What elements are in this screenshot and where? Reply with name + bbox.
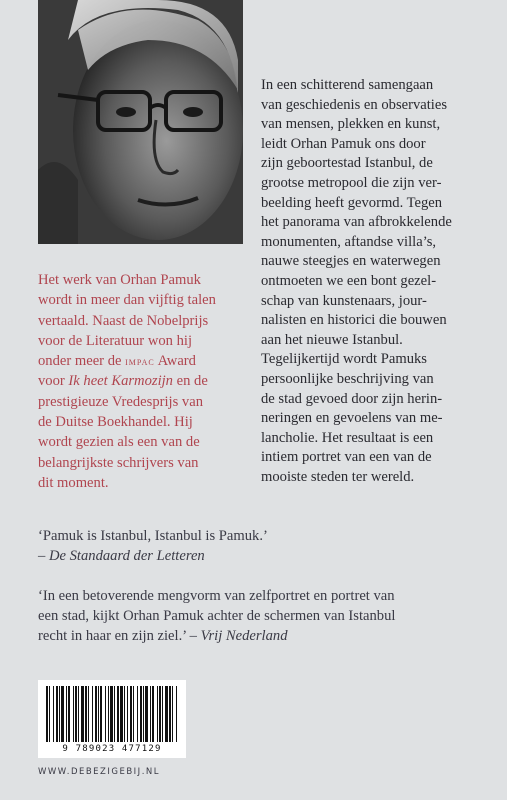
barcode-bar <box>75 686 77 742</box>
barcode-bar <box>157 686 158 742</box>
bio-line: belangrijkste schrijvers van <box>38 454 199 471</box>
barcode-bar <box>143 686 144 742</box>
barcode-bar <box>46 686 48 742</box>
barcode-bar <box>73 686 74 742</box>
barcode-bar <box>68 686 70 742</box>
description-line: zijn geboortestad Istanbul, de <box>261 155 433 172</box>
description-line: neringen en gevoelens van me- <box>261 410 443 427</box>
review-quote-1 <box>38 526 458 566</box>
quote-text <box>38 626 468 646</box>
quote-source: Vrij Nederland <box>200 628 288 644</box>
barcode-bar <box>110 686 113 742</box>
bio-text: voor <box>38 373 69 390</box>
quote-text: ‘In een betoverende mengvorm van zelfportret en portret van <box>38 588 395 604</box>
barcode-bar <box>130 686 132 742</box>
barcode-bar <box>100 686 102 742</box>
barcode-bar <box>66 686 67 742</box>
bio-line: dit moment. <box>38 474 109 491</box>
description-line: leidt Orhan Pamuk ons door <box>261 135 426 152</box>
description-line: nalisten en historici die bouwen <box>261 312 447 329</box>
bio-line: voor de Literatuur won hij <box>38 332 193 349</box>
barcode-bar <box>105 686 106 742</box>
quote-text: ‘Pamuk is Istanbul, Istanbul is Pamuk.’ <box>38 528 268 544</box>
barcode-bar <box>162 686 163 742</box>
barcode-bar <box>165 686 168 742</box>
barcode-bar <box>169 686 171 742</box>
barcode-bar <box>53 686 54 742</box>
barcode-bar <box>78 686 79 742</box>
barcode-bar <box>117 686 119 742</box>
description-line: aan het nieuwe Istanbul. <box>261 331 403 348</box>
description-line: lancholie. Het resultaat is een <box>261 429 434 446</box>
description-line: het panorama van afbrokkelende <box>261 214 452 231</box>
description-line: van mensen, plekken en kunst, <box>261 116 441 133</box>
description-line: Tegelijkertijd wordt Pamuks <box>261 351 427 368</box>
barcode-bar <box>85 686 87 742</box>
bio-line <box>38 371 248 391</box>
quote-text-tail: recht in haar en zijn ziel.’ – <box>38 628 201 644</box>
barcode-bar <box>49 686 50 742</box>
barcode-bar <box>172 686 173 742</box>
book-title: Ik heet Karmozijn <box>68 373 173 390</box>
barcode-bar <box>92 686 93 742</box>
bio-line: wordt in meer dan vijftig talen <box>38 292 216 309</box>
description-line: van geschiedenis en observaties <box>261 96 448 113</box>
barcode-bar <box>159 686 161 742</box>
description-text <box>261 76 483 487</box>
description-line: nauwe steegjes en waterwegen <box>261 253 441 270</box>
quote-text: een stad, kijkt Orhan Pamuk achter de schermen van Istanbul <box>38 608 396 624</box>
barcode-bar <box>81 686 84 742</box>
barcode-bars <box>44 686 180 742</box>
description-line: grootse metropool die zijn ver- <box>261 174 442 191</box>
barcode-bar <box>152 686 154 742</box>
barcode-bar <box>150 686 151 742</box>
barcode-bar <box>56 686 58 742</box>
barcode-bar <box>176 686 177 742</box>
publisher-website: WWW.DEBEZIGEBIJ.NL <box>38 767 160 777</box>
barcode-bar <box>108 686 109 742</box>
bio-text: Award <box>154 353 196 370</box>
barcode-bar <box>120 686 123 742</box>
bio-line: wordt gezien als een van de <box>38 434 200 451</box>
bio-text: en de <box>172 373 208 390</box>
barcode-bar <box>59 686 60 742</box>
author-photo <box>38 0 243 244</box>
description-line: schap van kunstenaars, jour- <box>261 292 427 309</box>
barcode-bar <box>145 686 148 742</box>
bio-line: Het werk van Orhan Pamuk <box>38 272 201 288</box>
description-line: de stad gevoed door zijn herin- <box>261 390 443 407</box>
barcode-bar <box>61 686 64 742</box>
barcode-bar <box>88 686 89 742</box>
author-bio <box>38 270 248 493</box>
barcode-bar <box>133 686 134 742</box>
barcode-bar <box>114 686 115 742</box>
barcode-bar <box>140 686 142 742</box>
description-line: persoonlijke beschrijving van <box>261 370 434 387</box>
quote-attribution <box>38 546 458 566</box>
barcode-bar <box>124 686 125 742</box>
bio-line: de Duitse Boekhandel. Hij <box>38 414 193 431</box>
barcode-bar <box>98 686 99 742</box>
bio-line: prestigieuze Vredesprijs van <box>38 393 204 410</box>
description-line: ontmoeten we een bont gezel- <box>261 272 437 289</box>
barcode-bar <box>127 686 128 742</box>
isbn-barcode <box>38 680 186 758</box>
quote-dash: – <box>38 548 49 564</box>
description-line: monumenten, aftandse villa’s, <box>261 233 437 250</box>
isbn-number: 9 789023 477129 <box>62 744 162 754</box>
description-line: intiem portret van een van de <box>261 449 432 466</box>
description-line: In een schitterend samengaan <box>261 77 434 93</box>
bio-text: onder meer de <box>38 353 126 370</box>
review-quote-2 <box>38 586 468 646</box>
barcode-bar <box>95 686 97 742</box>
bio-line: vertaald. Naast de Nobelprijs <box>38 312 209 329</box>
description-line: mooiste steden ter wereld. <box>261 468 415 485</box>
quote-source: De Standaard der Letteren <box>48 548 205 564</box>
award-name: impac <box>125 354 155 369</box>
description-line: beelding heeft gevormd. Tegen <box>261 194 443 211</box>
barcode-bar <box>137 686 138 742</box>
bio-line <box>38 351 248 371</box>
